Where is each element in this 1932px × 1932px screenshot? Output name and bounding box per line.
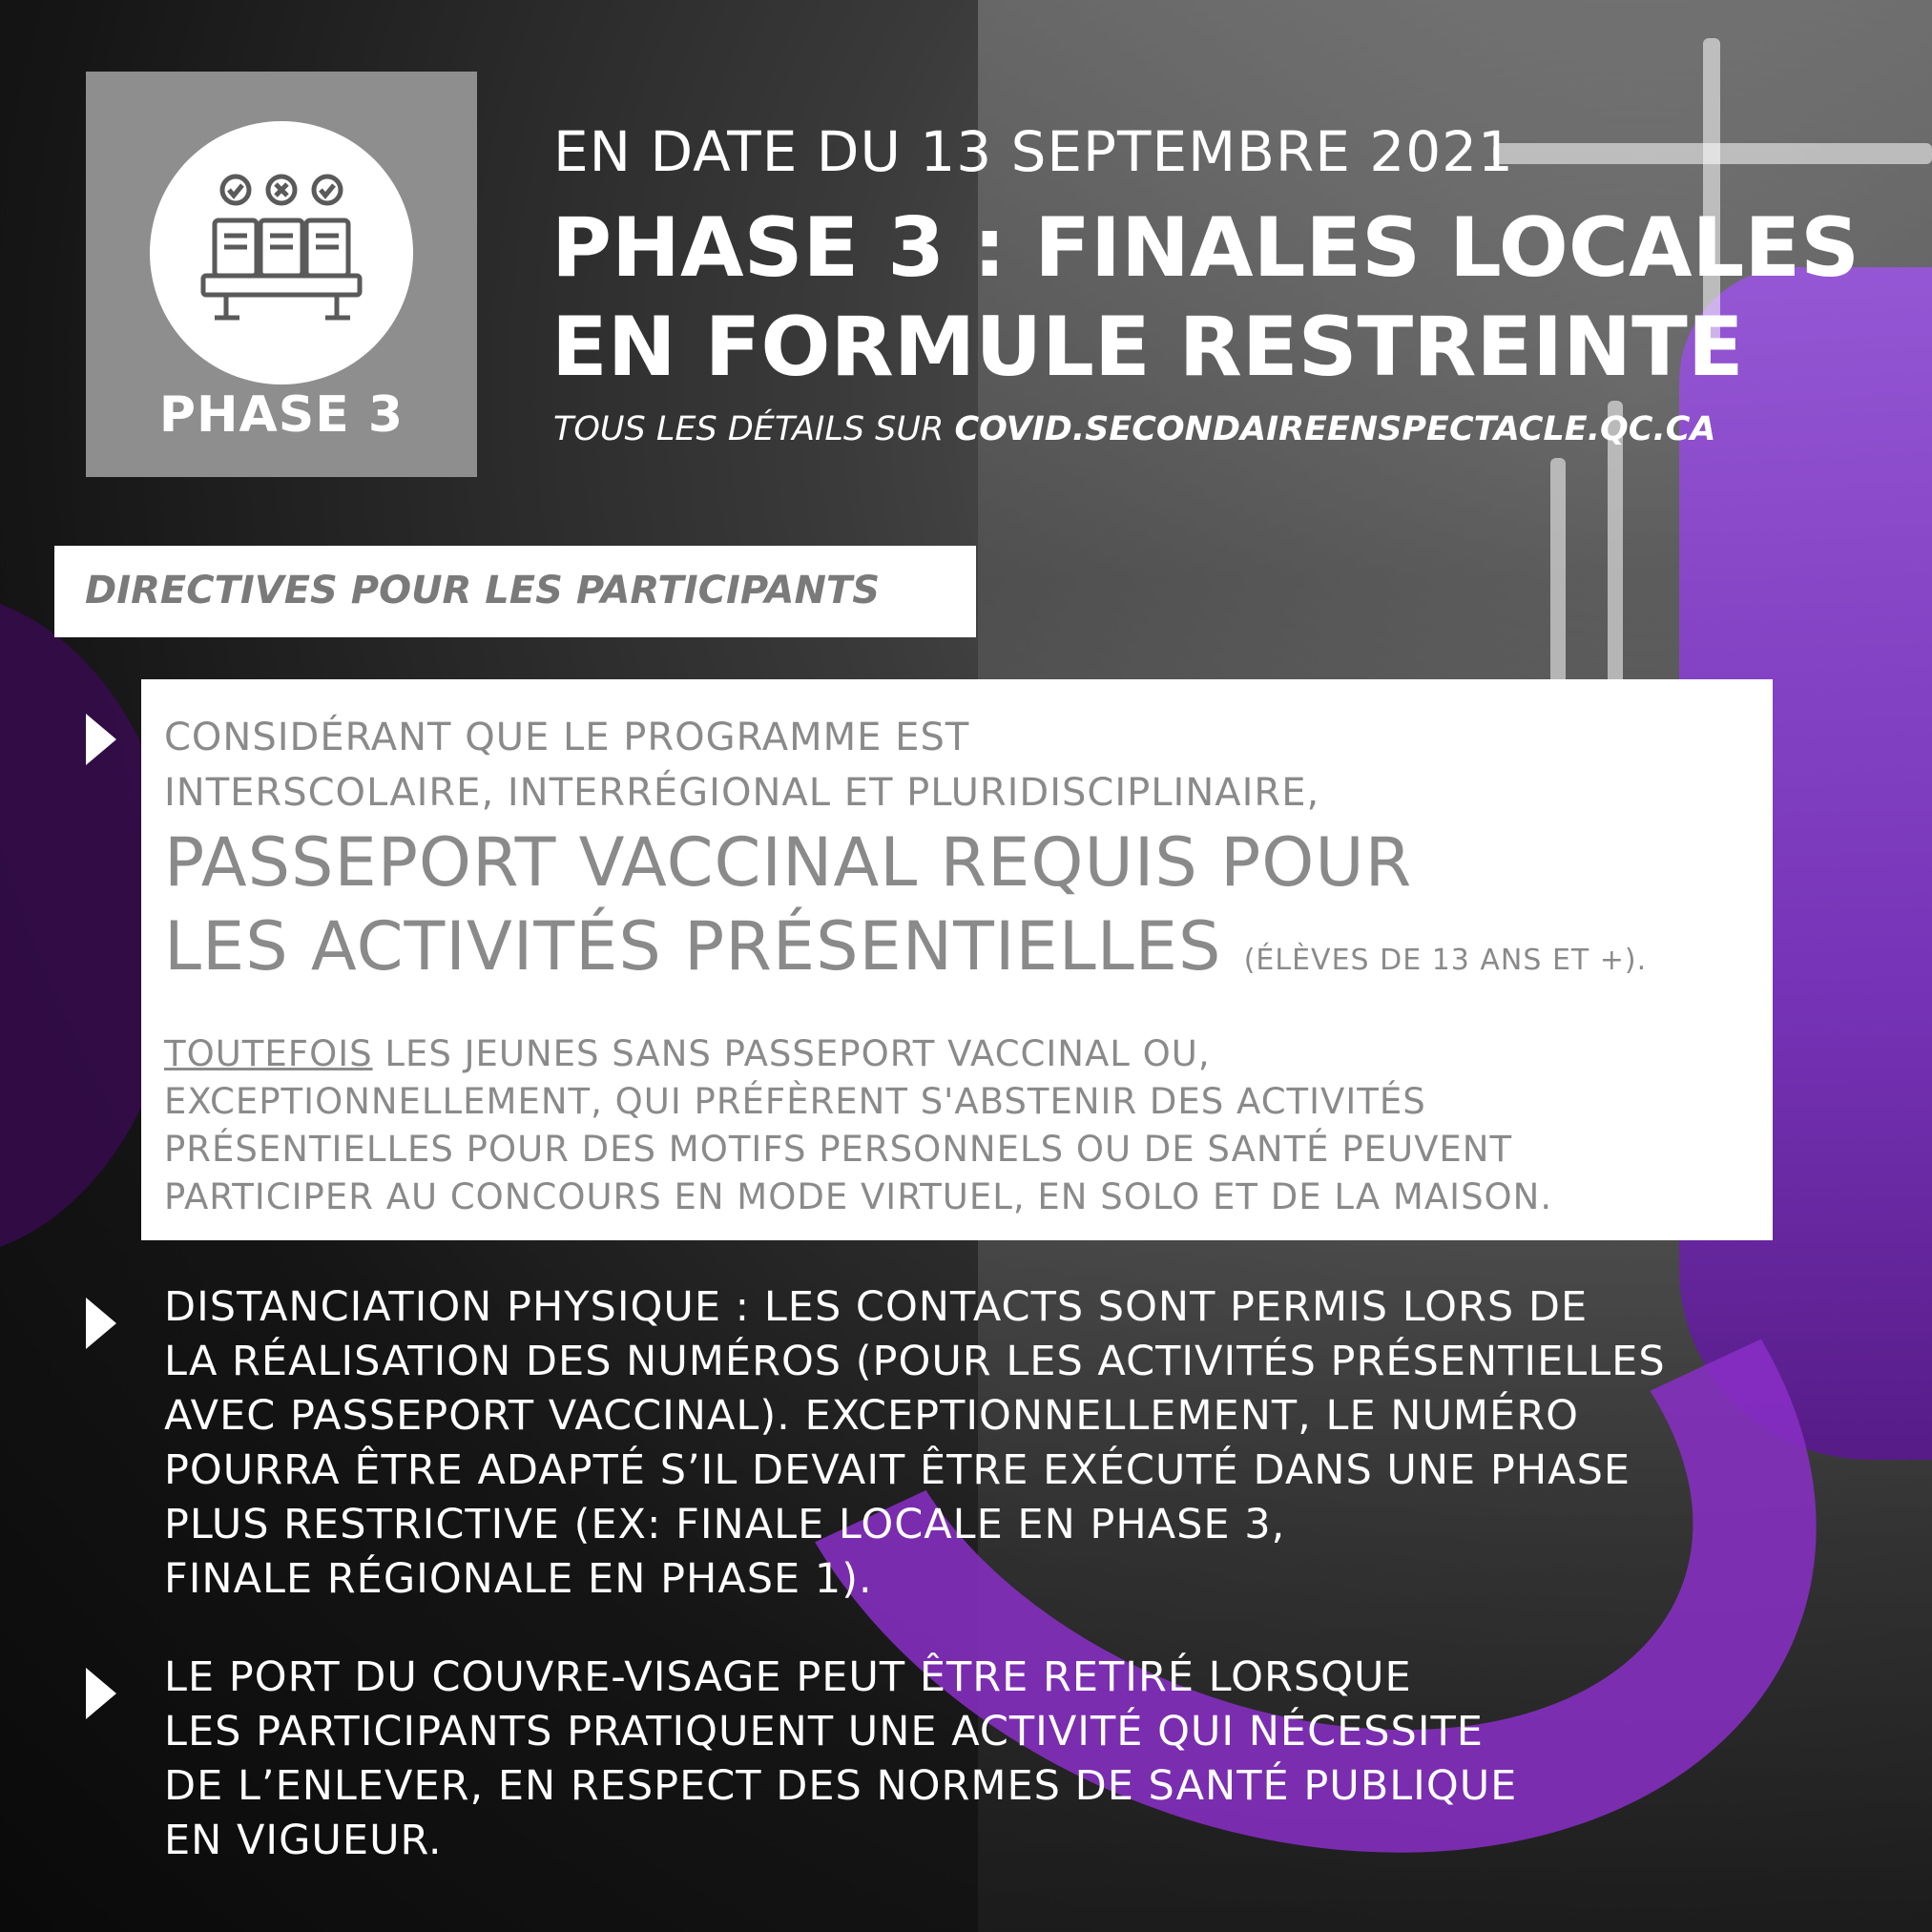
badge-label: PHASE 3 [158, 386, 405, 444]
bullet-distancing-line: PLUS RESTRICTIVE (EX: FINALE LOCALE EN PHASE 3, [164, 1501, 1286, 1548]
card-note [164, 1030, 1552, 1221]
bullet-distancing-line: AVEC PASSEPORT VACCINAL). EXCEPTIONNELLEMENT, LE NUMÉRO [164, 1392, 1579, 1440]
card-headline-line-2-text: LES ACTIVITÉS PRÉSENTIELLES [164, 907, 1222, 986]
card-lead [164, 710, 1319, 821]
bullet-distancing-line: LA RÉALISATION DES NUMÉROS (POUR LES ACTIVITÉS PRÉSENTIELLES [164, 1338, 1666, 1385]
bullet-distancing-line: FINALE RÉGIONALE EN PHASE 1). [164, 1555, 873, 1603]
details-line [553, 410, 1716, 448]
details-url: COVID.SECONDAIREENSPECTACLE.QC.CA [954, 410, 1716, 448]
bullet-distancing [164, 1280, 1666, 1607]
bullet-face-covering-line: DE L’ENLEVER, EN RESPECT DES NORMES DE SANTÉ PUBLIQUE [164, 1762, 1518, 1810]
card-headline [164, 821, 1647, 1003]
section-label-box [54, 546, 976, 637]
title-line-2: EN FORMULE RESTREINTE [551, 300, 1744, 395]
phase-badge [86, 72, 477, 477]
card-note-line-1-rest: LES JEUNES SANS PASSEPORT VACCINAL OU, [372, 1033, 1211, 1074]
bullet-face-covering-line: LE PORT DU COUVRE-VISAGE PEUT ÊTRE RETIRÉ LORSQUE [164, 1653, 1412, 1701]
section-label: DIRECTIVES POUR LES PARTICIPANTS [85, 569, 881, 613]
card-note-line-4: PARTICIPER AU CONCOURS EN MODE VIRTUEL, EN SOLO ET DE LA MAISON. [164, 1176, 1553, 1217]
bullet-face-covering [164, 1651, 1517, 1868]
badge-circle [150, 121, 413, 384]
vaccine-passport-card [141, 679, 1773, 1240]
bullet-arrow-icon [86, 1298, 116, 1349]
card-note-line-2: EXCEPTIONNELLEMENT, QUI PRÉFÈRENT S'ABSTENIR DES ACTIVITÉS [164, 1081, 1426, 1122]
card-lead-line-1: CONSIDÉRANT QUE LE PROGRAMME EST [164, 716, 970, 759]
card-lead-line-2: INTERSCOLAIRE, INTERRÉGIONAL ET PLURIDISCIPLINAIRE, [164, 771, 1320, 815]
page-title [551, 198, 1859, 397]
date-line: EN DATE DU 13 SEPTEMBRE 2021 [553, 119, 1514, 184]
card-headline-line-2 [164, 904, 1647, 1003]
card-headline-line-1: PASSEPORT VACCINAL REQUIS POUR [164, 823, 1413, 902]
bullet-face-covering-line: EN VIGUEUR. [164, 1817, 443, 1864]
details-prefix: TOUS LES DÉTAILS SUR [553, 410, 955, 448]
bullet-arrow-icon [86, 1668, 116, 1719]
bullet-distancing-line: POURRA ÊTRE ADAPTÉ S’IL DEVAIT ÊTRE EXÉCUTÉ DANS UNE PHASE [164, 1446, 1631, 1494]
title-line-1: PHASE 3 : FINALES LOCALES [551, 200, 1860, 296]
card-note-line-3: PRÉSENTIELLES POUR DES MOTIFS PERSONNELS OU DE SANTÉ PEUVENT [164, 1129, 1513, 1170]
bullet-distancing-line: DISTANCIATION PHYSIQUE : LES CONTACTS SONT PERMIS LORS DE [164, 1283, 1589, 1331]
bullet-face-covering-line: LES PARTICIPANTS PRATIQUENT UNE ACTIVITÉ QUI NÉCESSITE [164, 1708, 1484, 1755]
bullet-arrow-icon [86, 714, 116, 765]
card-age-note: (ÉLÈVES DE 13 ANS ET +). [1243, 944, 1648, 977]
card-note-line-1 [164, 1030, 1552, 1078]
seating-bench-icon [197, 169, 365, 337]
card-note-emphasis: TOUTEFOIS [164, 1033, 373, 1074]
